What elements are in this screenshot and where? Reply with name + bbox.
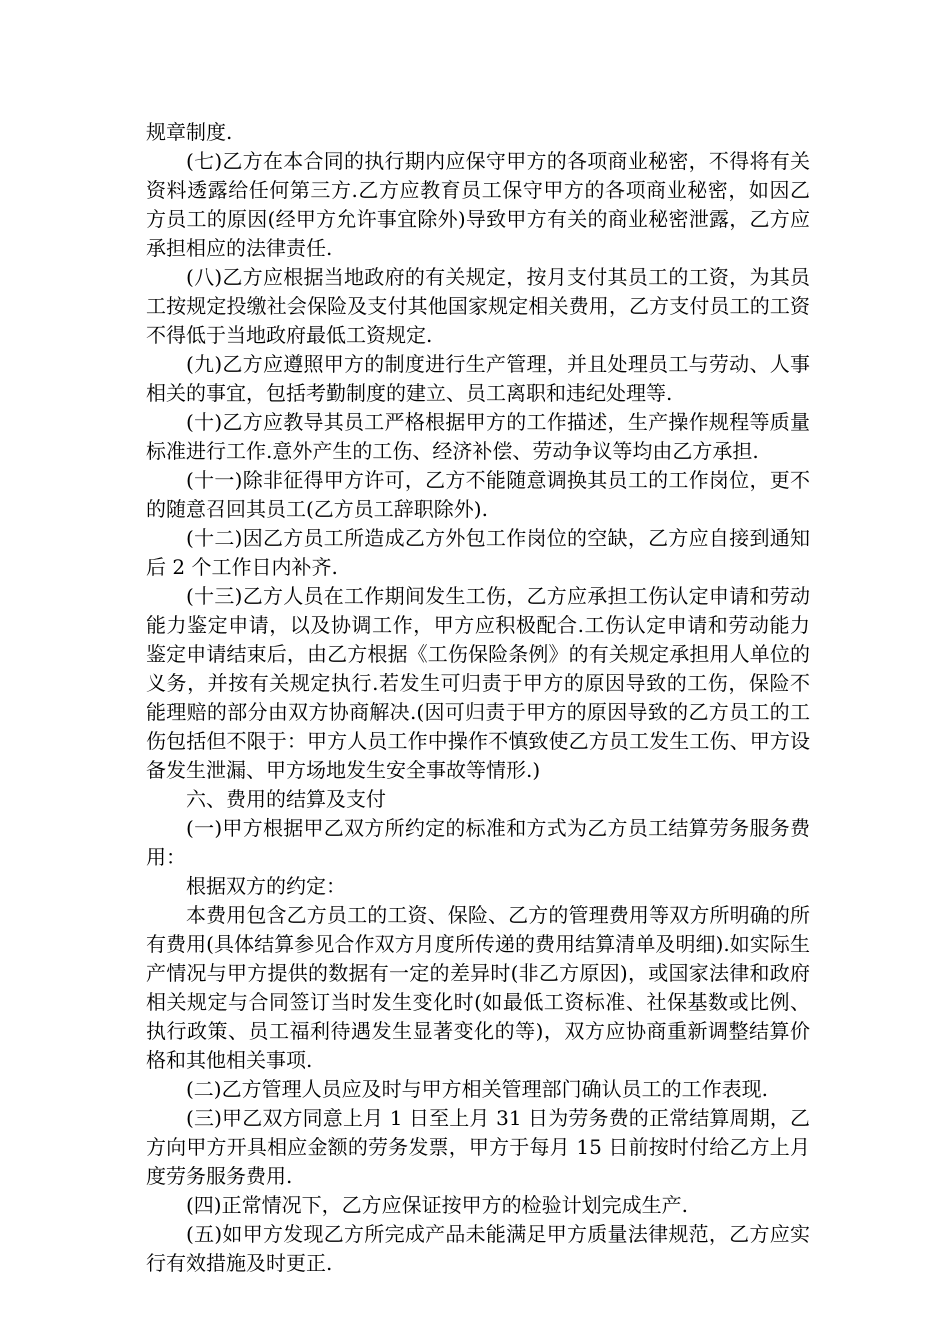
clause-7: (七)乙方在本合同的执行期内应保守甲方的各项商业秘密，不得将有关资料透露给任何第三方.乙方应教育员工保守甲方的各项商业秘密，如因乙方员工的原因(经甲方允许事宜除外)导致甲方有关的商业秘密泄露，乙方应承担相应的法律责任. xyxy=(146,149,810,260)
clause-11: (十一)除非征得甲方许可，乙方不能随意调换其员工的工作岗位，更不的随意召回其员工(乙方员工辞职除外). xyxy=(146,468,810,521)
fee-clause-1: (一)甲方根据甲乙双方所约定的标准和方式为乙方员工结算劳务服务费用： xyxy=(146,816,810,869)
section-6-heading: 六、费用的结算及支付 xyxy=(186,787,386,811)
clause-9: (九)乙方应遵照甲方的制度进行生产管理，并且处理员工与劳动、人事相关的事宜，包括考勤制度的建立、员工离职和违纪处理等. xyxy=(146,352,810,405)
fee-description: 本费用包含乙方员工的工资、保险、乙方的管理费用等双方所明确的所有费用(具体结算参见合作双方月度所传递的费用结算清单及明细).如实际生产情况与甲方提供的数据有一定的差异时(非乙方原因)，或国家法律和政府相关规定与合同签订当时发生变化时(如最低工资标准、社保基数或比例、执行政策、员工福利待遇发生显著变化的等)，双方应协商重新调整结算价格和其他相关事项. xyxy=(146,903,810,1072)
fee-clause-3: (三)甲乙双方同意上月 1 日至上月 31 日为劳务费的正常结算周期，乙方向甲方开具相应金额的劳务发票，甲方于每月 15 日前按时付给乙方上月度劳务服务费用. xyxy=(146,1106,810,1188)
document-page xyxy=(146,118,810,1278)
fee-clause-5: (五)如甲方发现乙方所完成产品未能满足甲方质量法律规范，乙方应实行有效措施及时更正. xyxy=(146,1222,810,1275)
fee-clause-2: (二)乙方管理人员应及时与甲方相关管理部门确认员工的工作表现. xyxy=(186,1077,768,1101)
paragraph-continuation: 规章制度. xyxy=(146,120,233,144)
clause-12: (十二)因乙方员工所造成乙方外包工作岗位的空缺，乙方应自接到通知后 2 个工作日内补齐. xyxy=(146,526,810,579)
clause-8: (八)乙方应根据当地政府的有关规定，按月支付其员工的工资，为其员工按规定投缴社会保险及支付其他国家规定相关费用，乙方支付员工的工资不得低于当地政府最低工资规定. xyxy=(146,265,810,347)
clause-13: (十三)乙方人员在工作期间发生工伤，乙方应承担工伤认定申请和劳动能力鉴定申请，以及协调工作，甲方应积极配合.工伤认定申请和劳动能力鉴定申请结束后，由乙方根据《工伤保险条例》的有关规定承担用人单位的义务，并按有关规定执行.若发生可归责于甲方的原因导致的工伤，保险不能理赔的部分由双方协商解决.(因可归责于甲方的原因导致的乙方员工的工伤包括但不限于：甲方人员工作中操作不慎致使乙方员工发生工伤、甲方设备发生泄漏、甲方场地发生安全事故等情形.) xyxy=(146,584,810,782)
fee-clause-4: (四)正常情况下，乙方应保证按甲方的检验计划完成生产. xyxy=(186,1193,688,1217)
clause-10: (十)乙方应教导其员工严格根据甲方的工作描述，生产操作规程等质量标准进行工作.意外产生的工伤、经济补偿、劳动争议等均由乙方承担. xyxy=(146,410,810,463)
agreement-intro: 根据双方的约定： xyxy=(186,874,346,898)
